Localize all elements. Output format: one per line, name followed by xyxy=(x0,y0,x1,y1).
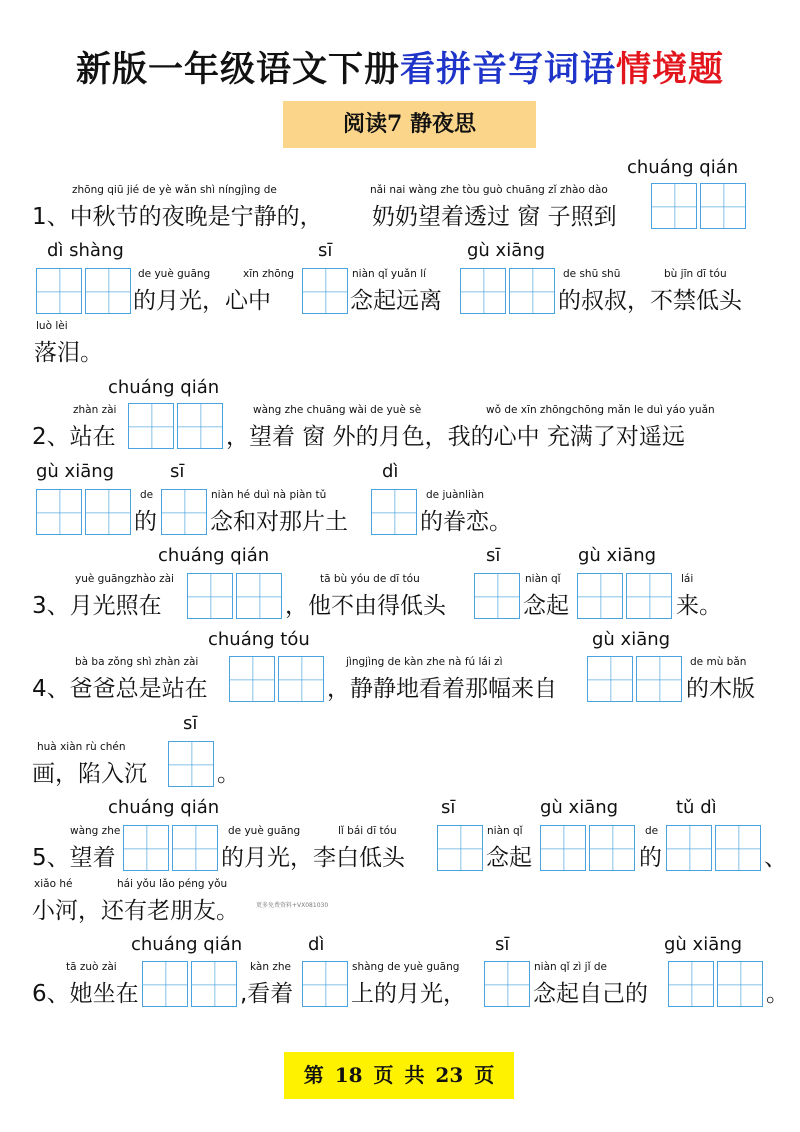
sentence-text: 小河，还有老朋友。 xyxy=(32,898,239,924)
pinyin-annotation: lǐ bái dī tóu xyxy=(338,825,397,837)
answer-pinyin: dì shàng xyxy=(47,240,124,261)
pinyin-annotation: de mù bǎn xyxy=(690,656,747,668)
pinyin-annotation: nǎi nai wàng zhe tòu guò chuāng zǐ zhào dào xyxy=(370,184,608,196)
answer-box[interactable] xyxy=(236,573,282,619)
pinyin-annotation: de juànliàn xyxy=(426,489,485,501)
pinyin-annotation: de xyxy=(140,489,154,501)
answer-box[interactable] xyxy=(85,268,131,314)
lesson-subtitle: 阅读7 静夜思 xyxy=(283,101,536,148)
answer-box[interactable] xyxy=(540,825,586,871)
sentence-text: 4、爸爸总是站在 xyxy=(32,676,208,702)
sentence-text: 念和对那片土 xyxy=(210,509,348,535)
answer-box[interactable] xyxy=(172,825,218,871)
pinyin-annotation: xiǎo hé xyxy=(34,878,73,890)
answer-box[interactable] xyxy=(474,573,520,619)
answer-box[interactable] xyxy=(636,656,682,702)
sentence-text: 的月光，李白低头 xyxy=(221,845,405,871)
answer-pinyin: sī xyxy=(441,797,456,818)
answer-box[interactable] xyxy=(509,268,555,314)
answer-pinyin: dì xyxy=(308,934,325,955)
answer-box[interactable] xyxy=(651,183,697,229)
answer-box[interactable] xyxy=(161,489,207,535)
pinyin-annotation: wǒ de xīn zhōngchōng mǎn le duì yáo yuǎn xyxy=(486,404,715,416)
answer-box[interactable] xyxy=(85,489,131,535)
answer-pinyin: sī xyxy=(318,240,333,261)
answer-pinyin: chuáng qián xyxy=(108,797,220,818)
sentence-text: 。 xyxy=(217,761,240,787)
pinyin-annotation: kàn zhe xyxy=(250,961,291,973)
sentence-text: 5、望着 xyxy=(32,845,116,871)
answer-box[interactable] xyxy=(717,961,763,1007)
answer-pinyin: chuáng tóu xyxy=(208,629,310,650)
answer-box[interactable] xyxy=(168,741,214,787)
sentence-text: 的眷恋。 xyxy=(420,509,512,535)
pinyin-annotation: hái yǒu lǎo péng yǒu xyxy=(117,878,228,890)
answer-pinyin: gù xiāng xyxy=(592,629,671,650)
answer-box[interactable] xyxy=(484,961,530,1007)
page-title xyxy=(0,42,800,92)
pinyin-annotation: bà ba zǒng shì zhàn zài xyxy=(75,656,199,668)
sentence-text: 3、月光照在 xyxy=(32,593,162,619)
answer-box[interactable] xyxy=(626,573,672,619)
pinyin-annotation: de yuè guāng xyxy=(228,825,301,837)
answer-box[interactable] xyxy=(123,825,169,871)
title-red: 情境题 xyxy=(616,50,725,90)
pinyin-annotation: yuè guāngzhào zài xyxy=(75,573,174,585)
sentence-text: ，望着 窗 外的月色，我的心中 充满了对遥远 xyxy=(226,424,685,450)
answer-pinyin: gù xiāng xyxy=(540,797,619,818)
answer-pinyin: chuáng qián xyxy=(108,377,220,398)
answer-box[interactable] xyxy=(700,183,746,229)
answer-pinyin: tǔ dì xyxy=(676,797,717,818)
pinyin-annotation: tā bù yóu de dī tóu xyxy=(320,573,420,585)
pinyin-annotation: zhōng qiū jié de yè wǎn shì níngjìng de xyxy=(72,184,277,196)
answer-box[interactable] xyxy=(715,825,761,871)
answer-box[interactable] xyxy=(577,573,623,619)
sentence-text: ,看着 xyxy=(240,981,294,1007)
answer-box[interactable] xyxy=(460,268,506,314)
answer-box[interactable] xyxy=(278,656,324,702)
sentence-text: 的木版 xyxy=(686,676,755,702)
pinyin-annotation: niàn qǐ xyxy=(487,825,523,837)
pinyin-annotation: bù jīn dī tóu xyxy=(664,268,727,280)
answer-pinyin: chuáng qián xyxy=(158,545,270,566)
watermark-text: 更多免费资料+VX081030 xyxy=(256,902,329,909)
page-number: 第 18 页 共 23 页 xyxy=(284,1052,514,1099)
answer-box[interactable] xyxy=(371,489,417,535)
sentence-text: 1、中秋节的夜晚是宁静的， xyxy=(32,204,323,230)
answer-box[interactable] xyxy=(36,268,82,314)
answer-box[interactable] xyxy=(36,489,82,535)
answer-box[interactable] xyxy=(142,961,188,1007)
sentence-text: 念起 xyxy=(486,845,532,871)
sentence-text: ，静静地看着那幅来自 xyxy=(327,676,557,702)
sentence-text: 。 xyxy=(766,981,789,1007)
pinyin-annotation: lái xyxy=(681,573,694,585)
pinyin-annotation: niàn qǐ zì jǐ de xyxy=(534,961,607,973)
pinyin-annotation: wàng zhe xyxy=(70,825,121,837)
pinyin-annotation: niàn qǐ yuǎn lí xyxy=(352,268,427,280)
pinyin-annotation: shàng de yuè guāng xyxy=(352,961,460,973)
pinyin-annotation: de xyxy=(645,825,659,837)
sentence-text: 奶奶望着透过 窗 子照到 xyxy=(372,204,617,230)
title-blue: 看拼音写词语 xyxy=(399,50,616,90)
answer-pinyin: sī xyxy=(495,934,510,955)
sentence-text: ，他不由得低头 xyxy=(285,593,446,619)
sentence-text: 念起远离 xyxy=(350,288,442,314)
sentence-text: 的叔叔，不禁低头 xyxy=(558,288,742,314)
sentence-text: 念起 xyxy=(523,593,569,619)
pinyin-annotation: wàng zhe chuāng wài de yuè sè xyxy=(253,404,422,416)
title-black: 新版一年级语文下册 xyxy=(75,50,400,90)
answer-box[interactable] xyxy=(177,403,223,449)
sentence-text: 、 xyxy=(764,845,787,871)
answer-pinyin: chuáng qián xyxy=(627,157,739,178)
answer-box[interactable] xyxy=(666,825,712,871)
answer-pinyin: sī xyxy=(170,461,185,482)
sentence-text: 的月光，心中 xyxy=(133,288,271,314)
sentence-text: 念起自己的 xyxy=(533,981,648,1007)
answer-box[interactable] xyxy=(437,825,483,871)
answer-box[interactable] xyxy=(587,656,633,702)
answer-pinyin: gù xiāng xyxy=(578,545,657,566)
sentence-text: 的 xyxy=(639,845,662,871)
answer-box[interactable] xyxy=(128,403,174,449)
sentence-text: 2、站在 xyxy=(32,424,116,450)
answer-box[interactable] xyxy=(302,961,348,1007)
answer-box[interactable] xyxy=(229,656,275,702)
answer-box[interactable] xyxy=(302,268,348,314)
pinyin-annotation: huà xiàn rù chén xyxy=(37,741,126,753)
sentence-text: 的 xyxy=(134,509,157,535)
answer-pinyin: dì xyxy=(382,461,399,482)
pinyin-annotation: de shū shū xyxy=(563,268,621,280)
sentence-text: 落泪。 xyxy=(34,340,103,366)
answer-pinyin: gù xiāng xyxy=(467,240,546,261)
sentence-text: 来。 xyxy=(676,593,722,619)
answer-pinyin: gù xiāng xyxy=(664,934,743,955)
answer-box[interactable] xyxy=(668,961,714,1007)
pinyin-annotation: luò lèi xyxy=(36,320,68,332)
sentence-text: 上的月光， xyxy=(351,981,466,1007)
pinyin-annotation: de yuè guāng xyxy=(138,268,211,280)
answer-box[interactable] xyxy=(191,961,237,1007)
answer-pinyin: gù xiāng xyxy=(36,461,115,482)
pinyin-annotation: zhàn zài xyxy=(73,404,117,416)
answer-pinyin: sī xyxy=(486,545,501,566)
pinyin-annotation: tā zuò zài xyxy=(66,961,117,973)
pinyin-annotation: niàn hé duì nà piàn tǔ xyxy=(211,489,327,501)
answer-pinyin: chuáng qián xyxy=(131,934,243,955)
pinyin-annotation: niàn qǐ xyxy=(525,573,561,585)
pinyin-annotation: xīn zhōng xyxy=(243,268,295,280)
answer-pinyin: sī xyxy=(183,713,198,734)
sentence-text: 6、她坐在 xyxy=(32,981,139,1007)
answer-box[interactable] xyxy=(589,825,635,871)
sentence-text: 画，陷入沉 xyxy=(32,761,147,787)
pinyin-annotation: jìngjìng de kàn zhe nà fú lái zì xyxy=(346,656,503,668)
answer-box[interactable] xyxy=(187,573,233,619)
